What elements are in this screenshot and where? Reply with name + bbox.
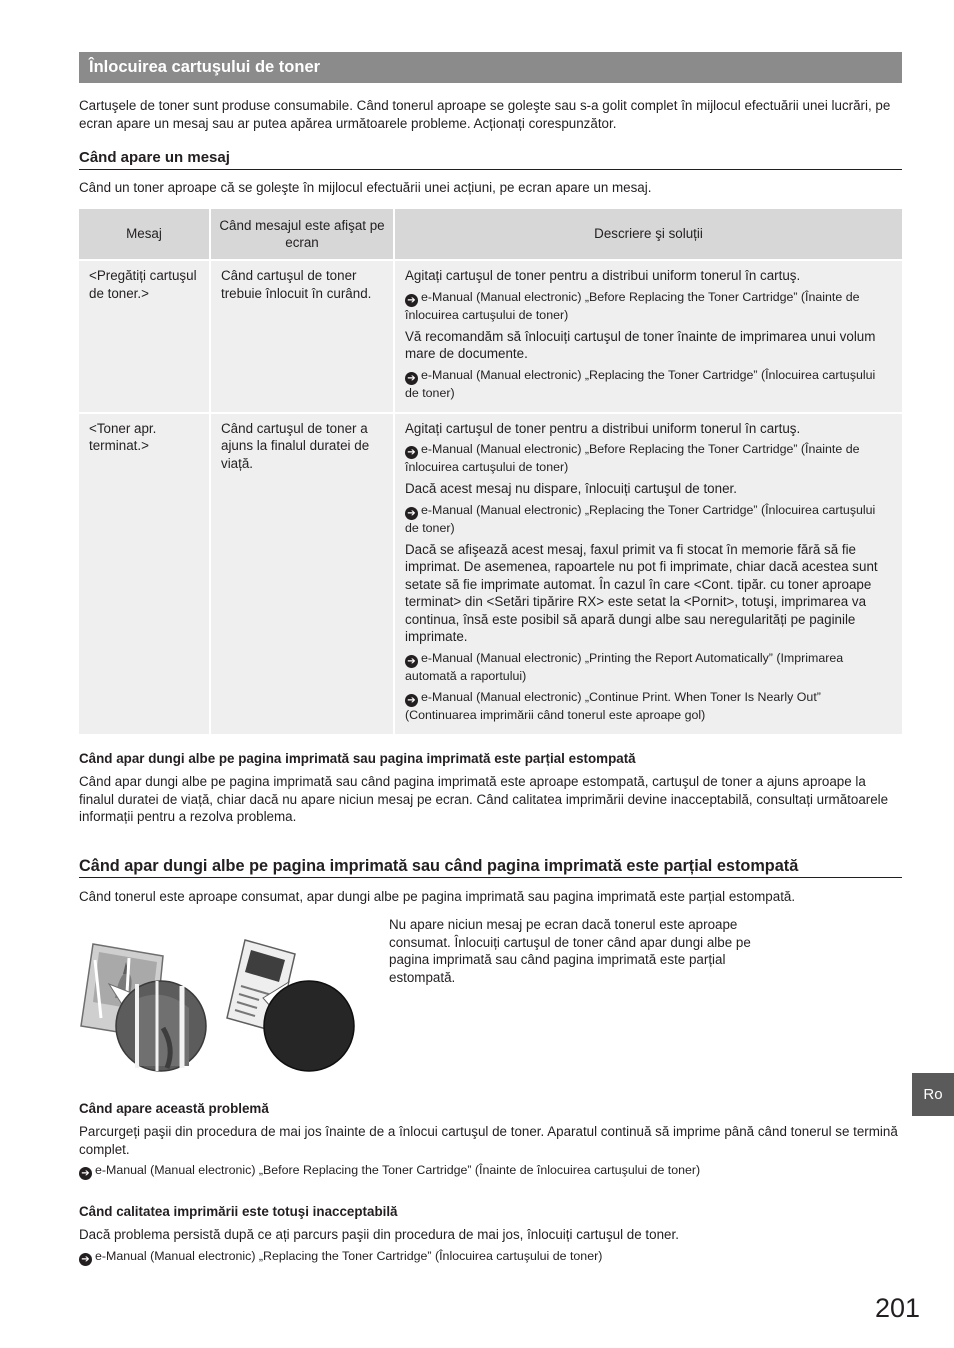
arrow-right-icon: ➔: [405, 446, 418, 459]
manual-reference: [405, 650, 892, 684]
manual-reference: [405, 367, 892, 401]
manual-reference: [405, 441, 892, 475]
message-description: Când un toner aproape că se goleşte în mijlocul efectuării unei acțiuni, pe ecran apare un mesaj.: [79, 180, 652, 195]
manual-reference-link[interactable]: e-Manual (Manual electronic) „Replacing the Toner Cartridge” (Înlocuirea cartuşului de toner): [405, 502, 876, 535]
col-header-description: Descriere şi soluții: [394, 209, 902, 260]
streaks-note-heading: Când apar dungi albe pe pagina imprimată sau pagina imprimată este parțial estompată: [79, 751, 636, 766]
solution-text: Agitați cartuşul de toner pentru a distribui uniform tonerul în cartuş.: [405, 420, 801, 436]
cell-description: [394, 260, 902, 413]
message-heading: Când apare un mesaj: [79, 148, 902, 170]
streaks-heading: Când apar dungi albe pe pagina imprimată sau când pagina imprimată este parțial estompată: [79, 856, 902, 878]
unacceptable-heading: Când calitatea imprimării este totuşi inacceptabilă: [79, 1204, 398, 1219]
arrow-right-icon: ➔: [405, 507, 418, 520]
cell-message: <Pregătiți cartuşul de toner.>: [79, 260, 210, 413]
manual-reference-link[interactable]: e-Manual (Manual electronic) „Printing the Report Automatically” (Imprimarea automată a raportului): [405, 650, 844, 683]
streaks-side-text: Nu apare niciun mesaj pe ecran dacă tonerul este aproape consumat. Înlocuiți cartuşul de toner când apar dungi albe pe pagina imprimată sau când pagina imprimată este parțial estompată.: [389, 917, 751, 985]
manual-reference-link[interactable]: e-Manual (Manual electronic) „Before Replacing the Toner Cartridge” (Înainte de înlocuirea cartuşului de toner): [95, 1163, 701, 1177]
arrow-right-icon: ➔: [79, 1253, 92, 1266]
photo-print-icon: [81, 944, 206, 1071]
table-row: [79, 260, 902, 413]
solution-text: Agitați cartuşul de toner pentru a distribui uniform tonerul în cartuş.: [405, 268, 801, 283]
manual-reference-link[interactable]: e-Manual (Manual electronic) „Continue Print. When Toner Is Nearly Out” (Continuarea imprimării când tonerul este aproape gol): [405, 689, 821, 722]
problem-heading: Când apare această problemă: [79, 1101, 269, 1116]
cell-when: Când cartuşul de toner trebuie înlocuit în curând.: [210, 260, 394, 413]
manual-reference: [405, 289, 892, 323]
arrow-right-icon: ➔: [405, 294, 418, 307]
manual-reference: [405, 689, 892, 723]
section-title: Înlocuirea cartuşului de toner: [79, 52, 902, 83]
table-header-row: [79, 209, 902, 260]
intro-paragraph: Cartuşele de toner sunt produse consumabile. Când tonerul aproape se goleşte sau s-a golit complet în mijlocul efectuării unei lucrări, pe ecran apare un mesaj sau ar putea apărea următoarele probleme. Acționați corespunzător.: [79, 98, 891, 131]
streaks-description: Când tonerul este aproape consumat, apar dungi albe pe pagina imprimată sau pagina imprimată este parțial estompată.: [79, 889, 796, 904]
manual-reference-link[interactable]: e-Manual (Manual electronic) „Replacing the Toner Cartridge” (Înlocuirea cartuşului de toner): [95, 1249, 603, 1263]
problem-text: Parcurgeți paşii din procedura de mai jos înainte de a înlocui cartuşul de toner. Aparatul continuă să imprime până când tonerul se termină complet.: [79, 1124, 898, 1157]
arrow-right-icon: ➔: [405, 694, 418, 707]
table-row: [79, 413, 902, 734]
col-header-message: Mesaj: [79, 209, 210, 260]
cell-description: [394, 413, 902, 734]
page-number: 201: [874, 1293, 920, 1323]
message-table: [79, 209, 902, 734]
cell-message: <Toner apr. terminat.>: [79, 413, 210, 734]
document-print-icon: [227, 940, 354, 1071]
language-tab: Ro: [912, 1073, 954, 1116]
solution-text: Dacă acest mesaj nu dispare, înlocuiți cartuşul de toner.: [405, 481, 737, 496]
print-streaks-illustration: [79, 938, 361, 1078]
arrow-right-icon: ➔: [79, 1167, 92, 1180]
cell-when: Când cartuşul de toner a ajuns la finalul duratei de viață.: [210, 413, 394, 734]
streaks-note-text: Când apar dungi albe pe pagina imprimată sau când pagina imprimată este aproape estompată, cartuşul de toner a ajuns aproape la finalul duratei de viață, chiar dacă nu apare niciun mesaj pe ecran. Când calitatea imprimării devine inacceptabilă, consultați următoarele informații pentru a rezolva problema.: [79, 774, 889, 824]
manual-reference-link[interactable]: e-Manual (Manual electronic) „Before Replacing the Toner Cartridge” (Înainte de înlocuirea cartuşului de toner): [405, 442, 860, 474]
solution-text: Vă recomandăm să înlocuiți cartuşul de toner înainte de imprimarea unui volum mare de documente.: [405, 328, 876, 361]
unacceptable-text: Dacă problema persistă după ce ați parcurs paşii din procedura de mai jos, înlocuiți cartuşul de toner.: [79, 1227, 679, 1242]
manual-reference-link[interactable]: e-Manual (Manual electronic) „Before Replacing the Toner Cartridge” (Înainte de înlocuirea cartuşului de toner): [405, 289, 860, 322]
manual-reference: [405, 502, 892, 536]
solution-text: Dacă se afişează acest mesaj, faxul primit va fi stocat în memorie fără să fie imprimat. De asemenea, rapoartele nu pot fi imprimate, chiar dacă acestea sunt setate să fie imprimate automat. În cazul în care <Cont. tipăr. cu toner aproape terminat> din <Setări tipărire RX> este setat la <Pornit>, totuşi, imprimarea va continua, însă este posibil să apară dungi albe sau neregularități pe paginile imprimate.: [405, 541, 878, 644]
manual-reference: [79, 1162, 902, 1180]
manual-reference-link[interactable]: e-Manual (Manual electronic) „Replacing the Toner Cartridge” (Înlocuirea cartuşului de toner): [405, 367, 876, 400]
arrow-right-icon: ➔: [405, 372, 418, 385]
manual-reference: [79, 1248, 902, 1266]
col-header-when: Când mesajul este afişat pe ecran: [210, 209, 394, 260]
arrow-right-icon: ➔: [405, 655, 418, 668]
